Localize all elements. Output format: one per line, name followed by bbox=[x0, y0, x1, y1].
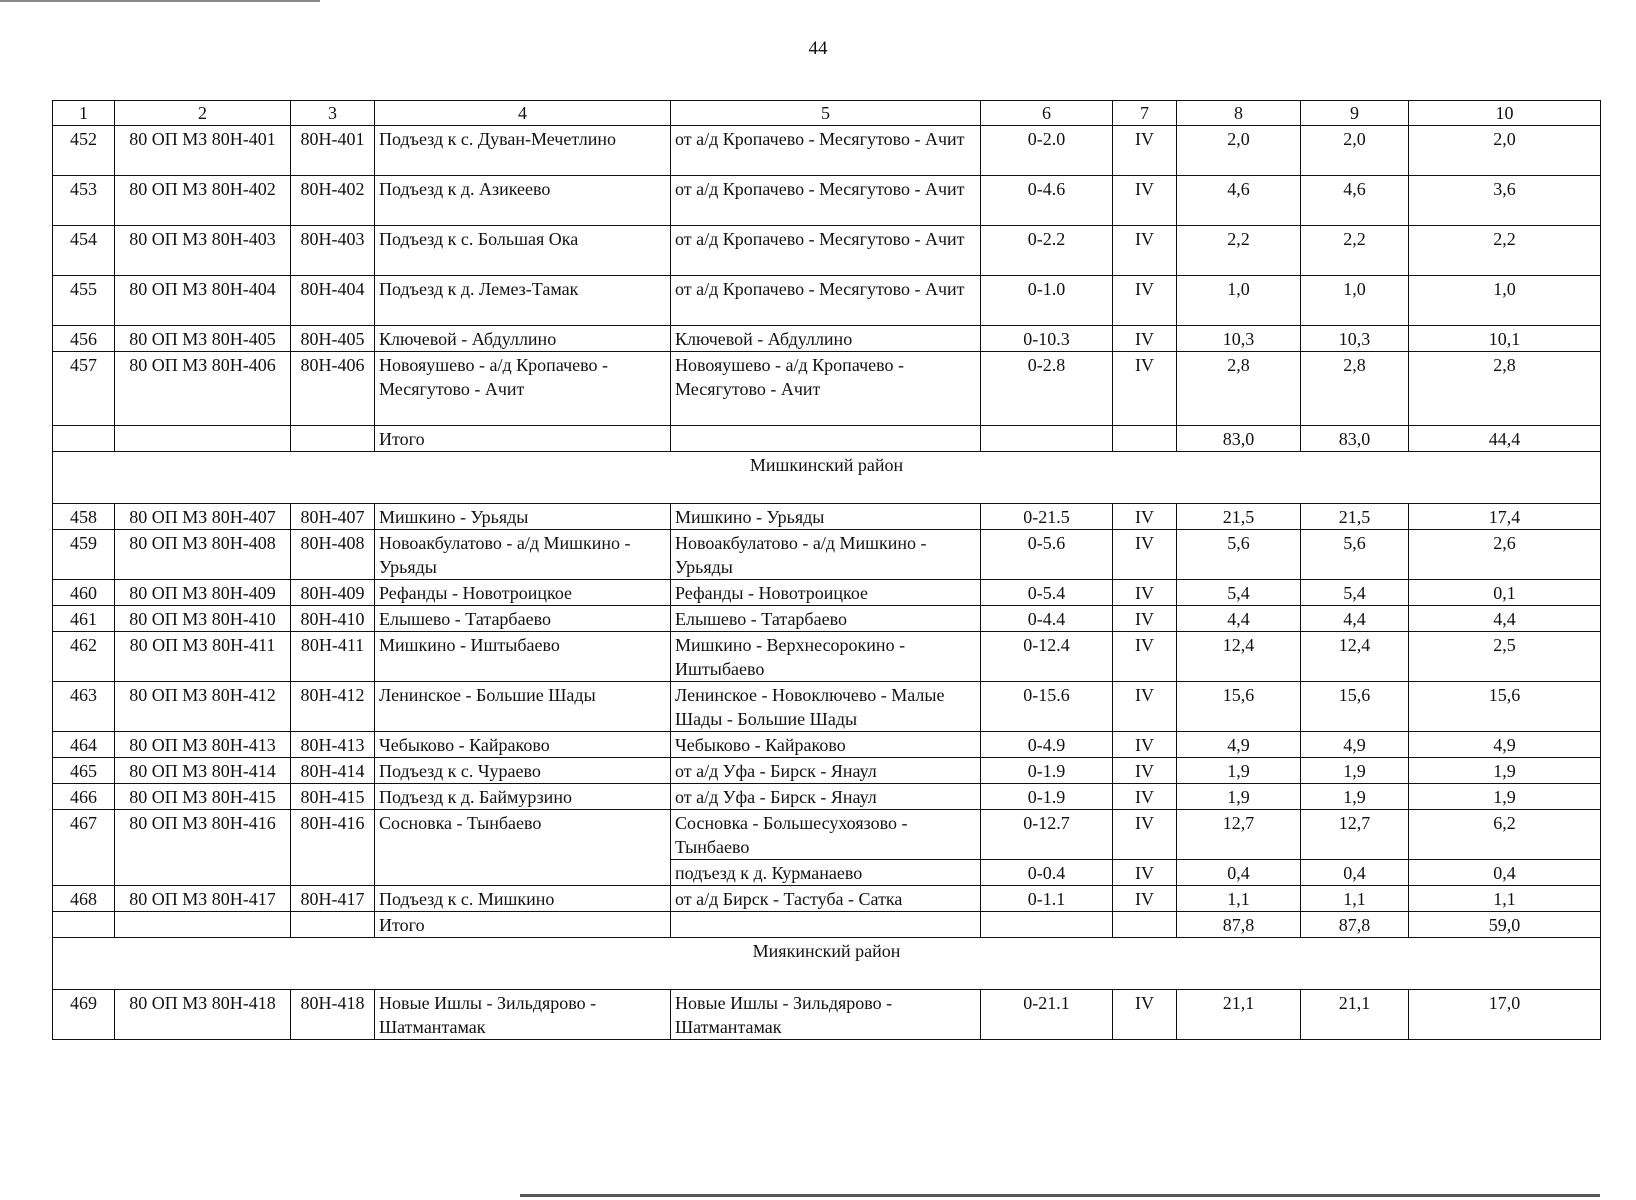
value-col-10: 2,5 bbox=[1409, 632, 1601, 682]
road-category: IV bbox=[1113, 758, 1177, 784]
road-category: IV bbox=[1113, 226, 1177, 276]
empty-cell bbox=[981, 912, 1113, 938]
value-col-8: 1,9 bbox=[1177, 758, 1301, 784]
total-col-8: 87,8 bbox=[1177, 912, 1301, 938]
road-id: 80 ОП МЗ 80Н-406 bbox=[115, 352, 291, 426]
value-col-9: 0,4 bbox=[1301, 860, 1409, 886]
value-col-8: 4,6 bbox=[1177, 176, 1301, 226]
value-col-8: 2,2 bbox=[1177, 226, 1301, 276]
road-km: 0-2.2 bbox=[981, 226, 1113, 276]
table-row bbox=[53, 276, 1601, 326]
value-col-9: 2,2 bbox=[1301, 226, 1409, 276]
road-name: Новые Ишлы - Зильдярово - Шатмантамак bbox=[375, 990, 671, 1040]
scan-edge-top bbox=[0, 0, 320, 2]
road-km: 0-0.4 bbox=[981, 860, 1113, 886]
table-row bbox=[53, 606, 1601, 632]
value-col-9: 5,4 bbox=[1301, 580, 1409, 606]
road-code: 80Н-406 bbox=[291, 352, 375, 426]
road-name: Подъезд к д. Лемез-Тамак bbox=[375, 276, 671, 326]
empty-cell bbox=[671, 426, 981, 452]
road-route: Рефанды - Новотроицкое bbox=[671, 580, 981, 606]
road-id: 80 ОП МЗ 80Н-413 bbox=[115, 732, 291, 758]
value-col-9: 1,9 bbox=[1301, 784, 1409, 810]
road-name: Мишкино - Иштыбаево bbox=[375, 632, 671, 682]
value-col-10: 0,4 bbox=[1409, 860, 1601, 886]
table-row bbox=[53, 176, 1601, 226]
column-header: 10 bbox=[1409, 101, 1601, 126]
road-code: 80Н-402 bbox=[291, 176, 375, 226]
value-col-9: 12,4 bbox=[1301, 632, 1409, 682]
road-id: 80 ОП МЗ 80Н-401 bbox=[115, 126, 291, 176]
road-km: 0-1.9 bbox=[981, 784, 1113, 810]
table-row bbox=[53, 732, 1601, 758]
road-code: 80Н-417 bbox=[291, 886, 375, 912]
value-col-10: 2,6 bbox=[1409, 530, 1601, 580]
road-id: 80 ОП МЗ 80Н-402 bbox=[115, 176, 291, 226]
road-category: IV bbox=[1113, 682, 1177, 732]
road-code: 80Н-403 bbox=[291, 226, 375, 276]
column-header: 1 bbox=[53, 101, 115, 126]
road-route: от а/д Кропачево - Месягутово - Ачит bbox=[671, 126, 981, 176]
row-number: 461 bbox=[53, 606, 115, 632]
value-col-9: 5,6 bbox=[1301, 530, 1409, 580]
value-col-10: 1,1 bbox=[1409, 886, 1601, 912]
row-number: 462 bbox=[53, 632, 115, 682]
column-header: 5 bbox=[671, 101, 981, 126]
road-name: Подъезд к с. Мишкино bbox=[375, 886, 671, 912]
row-number: 457 bbox=[53, 352, 115, 426]
road-id: 80 ОП МЗ 80Н-405 bbox=[115, 326, 291, 352]
value-col-10: 17,4 bbox=[1409, 504, 1601, 530]
road-code: 80Н-411 bbox=[291, 632, 375, 682]
column-number-row bbox=[53, 101, 1601, 126]
road-code: 80Н-412 bbox=[291, 682, 375, 732]
road-km: 0-4.6 bbox=[981, 176, 1113, 226]
table-row bbox=[53, 758, 1601, 784]
row-number: 469 bbox=[53, 990, 115, 1040]
table-row bbox=[53, 504, 1601, 530]
column-header: 2 bbox=[115, 101, 291, 126]
road-route: от а/д Бирск - Тастуба - Сатка bbox=[671, 886, 981, 912]
road-route: от а/д Кропачево - Месягутово - Ачит bbox=[671, 276, 981, 326]
road-code: 80Н-413 bbox=[291, 732, 375, 758]
road-id: 80 ОП МЗ 80Н-418 bbox=[115, 990, 291, 1040]
district-heading: Мишкинский район bbox=[53, 452, 1601, 504]
road-route: Ключевой - Абдуллино bbox=[671, 326, 981, 352]
value-col-8: 5,6 bbox=[1177, 530, 1301, 580]
road-km: 0-2.0 bbox=[981, 126, 1113, 176]
value-col-9: 15,6 bbox=[1301, 682, 1409, 732]
value-col-8: 12,4 bbox=[1177, 632, 1301, 682]
value-col-9: 10,3 bbox=[1301, 326, 1409, 352]
road-code: 80Н-408 bbox=[291, 530, 375, 580]
value-col-8: 4,9 bbox=[1177, 732, 1301, 758]
road-km: 0-10.3 bbox=[981, 326, 1113, 352]
value-col-9: 1,1 bbox=[1301, 886, 1409, 912]
total-col-10: 59,0 bbox=[1409, 912, 1601, 938]
road-km: 0-4.4 bbox=[981, 606, 1113, 632]
road-id: 80 ОП МЗ 80Н-410 bbox=[115, 606, 291, 632]
road-id: 80 ОП МЗ 80Н-414 bbox=[115, 758, 291, 784]
road-category: IV bbox=[1113, 276, 1177, 326]
total-col-8: 83,0 bbox=[1177, 426, 1301, 452]
road-id: 80 ОП МЗ 80Н-408 bbox=[115, 530, 291, 580]
total-row bbox=[53, 912, 1601, 938]
column-header: 6 bbox=[981, 101, 1113, 126]
row-number: 459 bbox=[53, 530, 115, 580]
road-route: от а/д Уфа - Бирск - Янаул bbox=[671, 784, 981, 810]
road-route: Елышево - Татарбаево bbox=[671, 606, 981, 632]
total-row bbox=[53, 426, 1601, 452]
road-km: 0-2.8 bbox=[981, 352, 1113, 426]
total-col-9: 83,0 bbox=[1301, 426, 1409, 452]
road-category: IV bbox=[1113, 126, 1177, 176]
road-code: 80Н-404 bbox=[291, 276, 375, 326]
road-name: Подъезд к д. Азикеево bbox=[375, 176, 671, 226]
road-name: Мишкино - Урьяды bbox=[375, 504, 671, 530]
road-km: 0-12.4 bbox=[981, 632, 1113, 682]
road-code: 80Н-415 bbox=[291, 784, 375, 810]
road-name: Подъезд к д. Баймурзино bbox=[375, 784, 671, 810]
road-km: 0-1.1 bbox=[981, 886, 1113, 912]
road-code: 80Н-410 bbox=[291, 606, 375, 632]
road-route: Новояушево - а/д Кропачево - Месягутово - Ачит bbox=[671, 352, 981, 426]
road-category: IV bbox=[1113, 580, 1177, 606]
road-code: 80Н-401 bbox=[291, 126, 375, 176]
road-name: Подъезд к с. Дуван-Мечетлино bbox=[375, 126, 671, 176]
value-col-8: 4,4 bbox=[1177, 606, 1301, 632]
row-number: 455 bbox=[53, 276, 115, 326]
road-code: 80Н-409 bbox=[291, 580, 375, 606]
road-route: от а/д Кропачево - Месягутово - Ачит bbox=[671, 226, 981, 276]
road-id: 80 ОП МЗ 80Н-407 bbox=[115, 504, 291, 530]
district-heading-row bbox=[53, 938, 1601, 990]
value-col-10: 1,9 bbox=[1409, 758, 1601, 784]
road-code: 80Н-414 bbox=[291, 758, 375, 784]
table-row bbox=[53, 632, 1601, 682]
table-row bbox=[53, 682, 1601, 732]
road-code: 80Н-405 bbox=[291, 326, 375, 352]
table-row bbox=[53, 326, 1601, 352]
column-header: 7 bbox=[1113, 101, 1177, 126]
row-number: 460 bbox=[53, 580, 115, 606]
value-col-8: 1,9 bbox=[1177, 784, 1301, 810]
road-category: IV bbox=[1113, 352, 1177, 426]
road-route: Новые Ишлы - Зильдярово - Шатмантамак bbox=[671, 990, 981, 1040]
empty-cell bbox=[53, 912, 115, 938]
value-col-10: 4,9 bbox=[1409, 732, 1601, 758]
road-category: IV bbox=[1113, 886, 1177, 912]
empty-cell bbox=[291, 912, 375, 938]
row-number: 453 bbox=[53, 176, 115, 226]
table-row bbox=[53, 530, 1601, 580]
road-id: 80 ОП МЗ 80Н-416 bbox=[115, 810, 291, 886]
road-km: 0-4.9 bbox=[981, 732, 1113, 758]
road-category: IV bbox=[1113, 860, 1177, 886]
empty-cell bbox=[291, 426, 375, 452]
table-body bbox=[53, 126, 1601, 1040]
value-col-8: 10,3 bbox=[1177, 326, 1301, 352]
column-header: 3 bbox=[291, 101, 375, 126]
table-row bbox=[53, 126, 1601, 176]
table-row bbox=[53, 580, 1601, 606]
value-col-8: 21,1 bbox=[1177, 990, 1301, 1040]
value-col-10: 6,2 bbox=[1409, 810, 1601, 860]
value-col-10: 2,8 bbox=[1409, 352, 1601, 426]
value-col-10: 2,0 bbox=[1409, 126, 1601, 176]
row-number: 456 bbox=[53, 326, 115, 352]
value-col-8: 2,0 bbox=[1177, 126, 1301, 176]
value-col-8: 0,4 bbox=[1177, 860, 1301, 886]
road-category: IV bbox=[1113, 504, 1177, 530]
row-number: 463 bbox=[53, 682, 115, 732]
road-km: 0-15.6 bbox=[981, 682, 1113, 732]
road-id: 80 ОП МЗ 80Н-411 bbox=[115, 632, 291, 682]
value-col-9: 2,8 bbox=[1301, 352, 1409, 426]
value-col-8: 12,7 bbox=[1177, 810, 1301, 860]
table-row bbox=[53, 784, 1601, 810]
road-id: 80 ОП МЗ 80Н-417 bbox=[115, 886, 291, 912]
road-category: IV bbox=[1113, 176, 1177, 226]
road-category: IV bbox=[1113, 784, 1177, 810]
road-route: от а/д Кропачево - Месягутово - Ачит bbox=[671, 176, 981, 226]
row-number: 458 bbox=[53, 504, 115, 530]
value-col-10: 1,0 bbox=[1409, 276, 1601, 326]
road-km: 0-1.0 bbox=[981, 276, 1113, 326]
road-route: Мишкино - Урьяды bbox=[671, 504, 981, 530]
value-col-10: 2,2 bbox=[1409, 226, 1601, 276]
row-number: 464 bbox=[53, 732, 115, 758]
total-label: Итого bbox=[375, 426, 671, 452]
row-number: 454 bbox=[53, 226, 115, 276]
row-number: 468 bbox=[53, 886, 115, 912]
road-route: Сосновка - Большесухоязово - Тынбаево bbox=[671, 810, 981, 860]
district-heading: Миякинский район bbox=[53, 938, 1601, 990]
road-category: IV bbox=[1113, 632, 1177, 682]
value-col-10: 3,6 bbox=[1409, 176, 1601, 226]
road-name: Новоакбулатово - а/д Мишкино - Урьяды bbox=[375, 530, 671, 580]
road-id: 80 ОП МЗ 80Н-403 bbox=[115, 226, 291, 276]
value-col-9: 12,7 bbox=[1301, 810, 1409, 860]
table-row bbox=[53, 352, 1601, 426]
empty-cell bbox=[1113, 426, 1177, 452]
empty-cell bbox=[115, 426, 291, 452]
road-km: 0-5.6 bbox=[981, 530, 1113, 580]
column-header: 8 bbox=[1177, 101, 1301, 126]
table-row bbox=[53, 886, 1601, 912]
value-col-9: 1,9 bbox=[1301, 758, 1409, 784]
value-col-9: 1,0 bbox=[1301, 276, 1409, 326]
road-route: Новоакбулатово - а/д Мишкино - Урьяды bbox=[671, 530, 981, 580]
road-name: Ленинское - Большие Шады bbox=[375, 682, 671, 732]
road-route: Чебыково - Кайраково bbox=[671, 732, 981, 758]
value-col-8: 15,6 bbox=[1177, 682, 1301, 732]
road-route: подъезд к д. Курманаево bbox=[671, 860, 981, 886]
value-col-10: 17,0 bbox=[1409, 990, 1601, 1040]
road-category: IV bbox=[1113, 326, 1177, 352]
empty-cell bbox=[671, 912, 981, 938]
row-number: 465 bbox=[53, 758, 115, 784]
road-id: 80 ОП МЗ 80Н-404 bbox=[115, 276, 291, 326]
road-km: 0-12.7 bbox=[981, 810, 1113, 860]
road-id: 80 ОП МЗ 80Н-409 bbox=[115, 580, 291, 606]
value-col-9: 2,0 bbox=[1301, 126, 1409, 176]
value-col-9: 21,5 bbox=[1301, 504, 1409, 530]
road-km: 0-1.9 bbox=[981, 758, 1113, 784]
road-km: 0-21.1 bbox=[981, 990, 1113, 1040]
empty-cell bbox=[53, 426, 115, 452]
road-name: Елышево - Татарбаево bbox=[375, 606, 671, 632]
value-col-8: 5,4 bbox=[1177, 580, 1301, 606]
road-code: 80Н-407 bbox=[291, 504, 375, 530]
value-col-10: 10,1 bbox=[1409, 326, 1601, 352]
value-col-8: 1,0 bbox=[1177, 276, 1301, 326]
value-col-9: 4,9 bbox=[1301, 732, 1409, 758]
road-category: IV bbox=[1113, 810, 1177, 860]
roads-register-table bbox=[52, 100, 1601, 1040]
road-name: Чебыково - Кайраково bbox=[375, 732, 671, 758]
value-col-10: 15,6 bbox=[1409, 682, 1601, 732]
value-col-10: 1,9 bbox=[1409, 784, 1601, 810]
road-code: 80Н-416 bbox=[291, 810, 375, 886]
road-name: Сосновка - Тынбаево bbox=[375, 810, 671, 886]
road-km: 0-21.5 bbox=[981, 504, 1113, 530]
row-number: 452 bbox=[53, 126, 115, 176]
page-number: 44 bbox=[808, 38, 828, 59]
road-category: IV bbox=[1113, 990, 1177, 1040]
value-col-9: 21,1 bbox=[1301, 990, 1409, 1040]
road-km: 0-5.4 bbox=[981, 580, 1113, 606]
road-route: Мишкино - Верхнесорокино - Иштыбаево bbox=[671, 632, 981, 682]
row-number: 467 bbox=[53, 810, 115, 886]
value-col-10: 4,4 bbox=[1409, 606, 1601, 632]
row-number: 466 bbox=[53, 784, 115, 810]
column-header: 4 bbox=[375, 101, 671, 126]
total-col-10: 44,4 bbox=[1409, 426, 1601, 452]
scan-edge-bottom bbox=[520, 1194, 1600, 1197]
total-col-9: 87,8 bbox=[1301, 912, 1409, 938]
road-category: IV bbox=[1113, 530, 1177, 580]
value-col-8: 1,1 bbox=[1177, 886, 1301, 912]
road-route: от а/д Уфа - Бирск - Янаул bbox=[671, 758, 981, 784]
total-label: Итого bbox=[375, 912, 671, 938]
empty-cell bbox=[115, 912, 291, 938]
road-id: 80 ОП МЗ 80Н-415 bbox=[115, 784, 291, 810]
road-name: Рефанды - Новотроицкое bbox=[375, 580, 671, 606]
road-name: Ключевой - Абдуллино bbox=[375, 326, 671, 352]
district-heading-row bbox=[53, 452, 1601, 504]
value-col-8: 21,5 bbox=[1177, 504, 1301, 530]
value-col-8: 2,8 bbox=[1177, 352, 1301, 426]
road-name: Подъезд к с. Большая Ока bbox=[375, 226, 671, 276]
column-header: 9 bbox=[1301, 101, 1409, 126]
road-code: 80Н-418 bbox=[291, 990, 375, 1040]
road-name: Подъезд к с. Чураево bbox=[375, 758, 671, 784]
table-row bbox=[53, 810, 1601, 860]
value-col-10: 0,1 bbox=[1409, 580, 1601, 606]
road-category: IV bbox=[1113, 732, 1177, 758]
table-row bbox=[53, 226, 1601, 276]
value-col-9: 4,6 bbox=[1301, 176, 1409, 226]
road-category: IV bbox=[1113, 606, 1177, 632]
road-name: Новояушево - а/д Кропачево - Месягутово - Ачит bbox=[375, 352, 671, 426]
empty-cell bbox=[1113, 912, 1177, 938]
table-row bbox=[53, 990, 1601, 1040]
empty-cell bbox=[981, 426, 1113, 452]
road-route: Ленинское - Новоключево - Малые Шады - Большие Шады bbox=[671, 682, 981, 732]
road-id: 80 ОП МЗ 80Н-412 bbox=[115, 682, 291, 732]
value-col-9: 4,4 bbox=[1301, 606, 1409, 632]
